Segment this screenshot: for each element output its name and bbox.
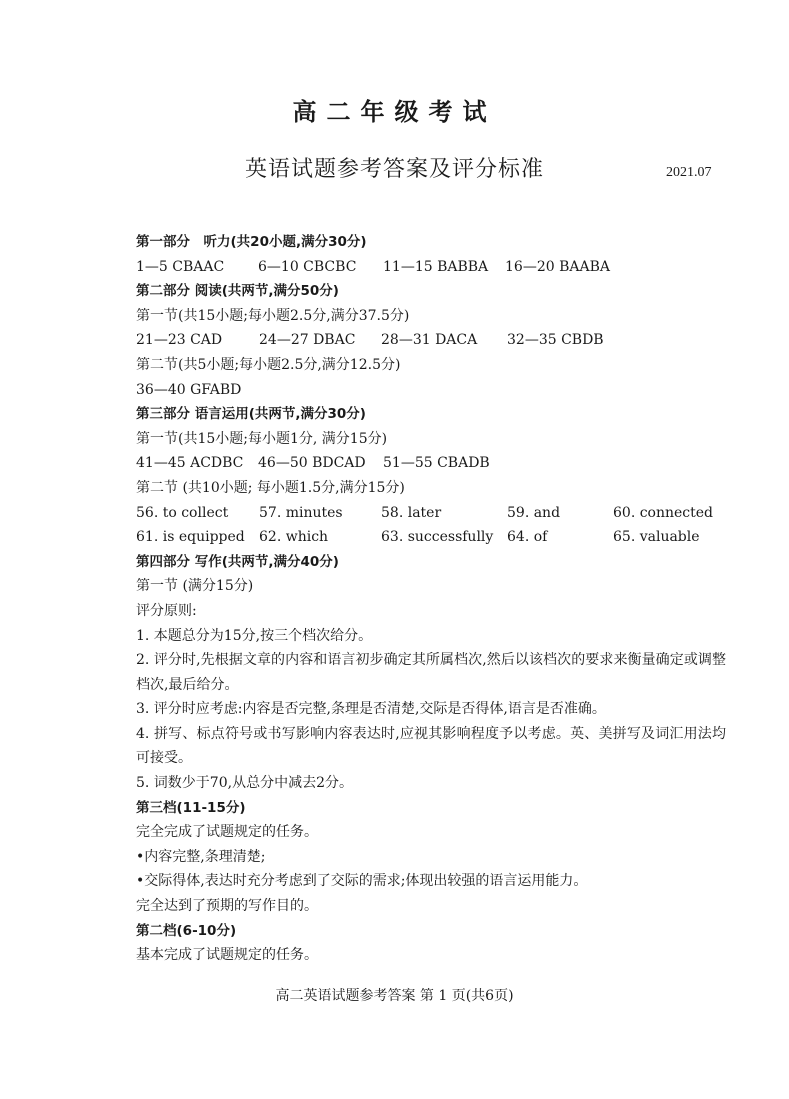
answer-content <box>136 230 726 968</box>
tier3-line: •内容完整,条理清楚; <box>136 848 266 865</box>
answer-group: 51—55 CBADB <box>383 455 490 472</box>
part3-heading: 第三部分 语言运用(共两节,满分30分) <box>136 406 366 423</box>
answer-item: 64. of <box>507 529 548 546</box>
tier2-line: 基本完成了试题规定的任务。 <box>136 947 318 964</box>
answer-item: 57. minutes <box>259 504 343 521</box>
part4-heading: 第四部分 写作(共两节,满分40分) <box>136 553 339 570</box>
answer-group: 11—15 BABBA <box>383 258 489 275</box>
part3-answer-row-1 <box>136 501 726 526</box>
answer-group: 1—5 CBAAC <box>136 258 225 275</box>
tier3-line: 完全达到了预期的写作目的。 <box>136 898 318 915</box>
part1-heading: 第一部分 听力(共20小题,满分30分) <box>136 234 367 250</box>
part2-section1-answers <box>136 328 726 353</box>
tier3-line: 完全完成了试题规定的任务。 <box>136 824 318 841</box>
tier3-line: •交际得体,表达时充分考虑到了交际的需求;体现出较强的语言运用能力。 <box>136 873 588 890</box>
answer-group: 46—50 BDCAD <box>258 455 366 472</box>
answer-item: 56. to collect <box>136 504 229 521</box>
part3-section2-heading: 第二节 (共10小题; 每小题1.5分,满分15分) <box>136 479 405 496</box>
principle-item: 3. 评分时应考虑:内容是否完整,条理是否清楚,交际是否得体,语言是否准确。 <box>136 701 606 718</box>
part3-section1-answers <box>136 451 726 476</box>
principle-item: 1. 本题总分为15分,按三个档次给分。 <box>136 627 373 644</box>
part2-heading: 第二部分 阅读(共两节,满分50分) <box>136 283 339 300</box>
principle-item: 4. 拼写、标点符号或书写影响内容表达时,应视其影响程度予以考虑。英、美拼写及词汇用法均可接受。 <box>136 725 726 767</box>
principle-item: 2. 评分时,先根据文章的内容和语言初步确定其所属档次,然后以该档次的要求来衡量确定或调整档次,最后给分。 <box>136 652 726 693</box>
answer-group: 32—35 CBDB <box>507 332 604 349</box>
answer-group: 21—23 CAD <box>136 332 223 349</box>
part3-section1-heading: 第一节(共15小题;每小题1分, 满分15分) <box>136 430 388 447</box>
part2-section1-heading: 第一节(共15小题;每小题2.5分,满分37.5分) <box>136 307 410 324</box>
answer-item: 61. is equipped <box>136 529 245 546</box>
part4-section1-heading: 第一节 (满分15分) <box>136 578 254 595</box>
document-date: 2021.07 <box>666 165 712 180</box>
answer-group: 24—27 DBAC <box>259 332 356 349</box>
answer-group: 41—45 ACDBC <box>136 455 244 472</box>
tier3-heading: 第三档(11-15分) <box>136 799 246 816</box>
answer-item: 60. connected <box>613 504 714 521</box>
part2-section2-heading: 第二节(共5小题;每小题2.5分,满分12.5分) <box>136 356 401 373</box>
part3-answer-row-2 <box>136 525 726 550</box>
principles-heading: 评分原则: <box>136 602 197 619</box>
document-subtitle: 英语试题参考答案及评分标准 <box>244 157 544 182</box>
tier2-heading: 第二档(6-10分) <box>136 922 237 939</box>
answer-item: 62. which <box>259 529 329 546</box>
answer-item: 65. valuable <box>613 529 700 546</box>
exam-title: 高二年级考试 <box>292 98 497 126</box>
part1-answers <box>136 255 726 280</box>
answer-group: 6—10 CBCBC <box>258 258 357 275</box>
answer-item: 63. successfully <box>381 529 494 546</box>
answer-item: 58. later <box>381 504 442 521</box>
answer-item: 59. and <box>507 504 561 521</box>
part2-section2-answers: 36—40 GFABD <box>136 381 242 398</box>
page-footer: 高二英语试题参考答案 第 1 页(共6页) <box>275 988 514 1004</box>
principle-item: 5. 词数少于70,从总分中减去2分。 <box>136 775 353 792</box>
answer-group: 28—31 DACA <box>381 332 478 349</box>
answer-group: 16—20 BAABA <box>505 258 610 275</box>
